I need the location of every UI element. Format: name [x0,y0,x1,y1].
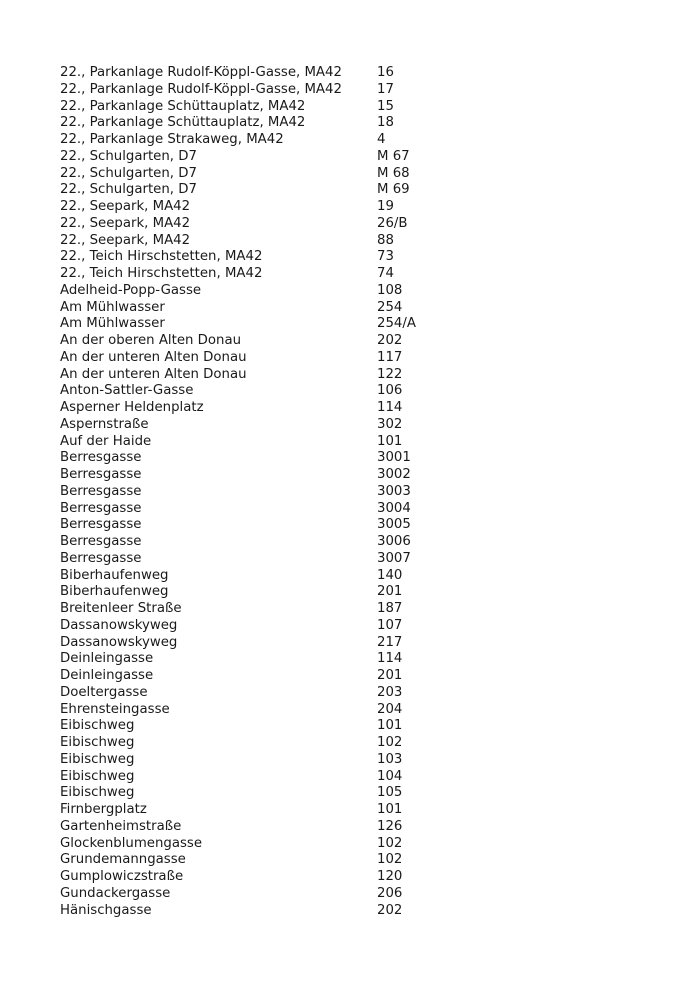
location-name: 22., Parkanlage Strakaweg, MA42 [60,132,284,147]
location-name: Gundackergasse [60,885,171,901]
location-number: 254/A [377,316,416,332]
location-name: Hänischgasse [60,902,152,918]
location-name: 22., Seepark, MA42 [60,215,191,231]
location-number: 3005 [377,517,411,533]
location-number: 3004 [377,500,411,516]
location-name: 22., Schulgarten, D7 [60,182,197,198]
list-row [60,367,660,384]
location-name: Doeltergasse [60,684,148,700]
list-row [60,819,660,836]
location-name: Breitenleer Straße [60,601,182,616]
location-number: M 69 [377,182,410,198]
location-number: 102 [377,852,403,868]
list-row [60,802,660,819]
list-row [60,501,660,518]
list-row [60,903,660,920]
location-number: 102 [377,735,403,750]
location-number: 107 [377,617,403,633]
location-number: 114 [377,651,403,667]
list-row [60,467,660,484]
location-number: 19 [377,199,394,214]
list-row [60,316,660,333]
location-number: 73 [377,249,394,265]
list-row [60,266,660,283]
location-name: 22., Parkanlage Rudolf-Köppl-Gasse, MA42 [60,65,342,80]
location-name: Berresgasse [60,483,142,499]
location-name: Eibischweg [60,768,135,784]
location-name: Deinleingasse [60,651,154,667]
list-row [60,115,660,132]
location-number: 74 [377,266,394,281]
list-row [60,350,660,367]
location-name: An der unteren Alten Donau [60,366,247,382]
list-row [60,886,660,903]
location-number: 15 [377,98,394,114]
list-row [60,132,660,149]
location-number: 122 [377,366,403,382]
location-number: 26/B [377,215,408,231]
list-row [60,735,660,752]
list-row [60,249,660,266]
list-row [60,417,660,434]
location-number: 202 [377,902,403,918]
location-number: 3002 [377,467,411,482]
list-row [60,702,660,719]
location-number: 114 [377,400,403,415]
list-row [60,182,660,199]
list-row [60,99,660,116]
list-row [60,618,660,635]
location-name: Berresgasse [60,450,142,466]
list-row [60,166,660,183]
location-name: 22., Parkanlage Rudolf-Köppl-Gasse, MA42 [60,81,342,97]
list-row [60,434,660,451]
list-row [60,484,660,501]
list-row [60,584,660,601]
location-name: Aspernstraße [60,416,149,432]
location-name: Eibischweg [60,785,135,801]
list-row [60,551,660,568]
list-row [60,333,660,350]
location-number: 4 [377,132,386,147]
list-row [60,534,660,551]
location-name: Adelheid-Popp-Gasse [60,282,202,298]
list-row [60,568,660,585]
list-row [60,685,660,702]
list-row [60,233,660,250]
location-number: 101 [377,718,403,734]
location-name: 22., Parkanlage Schüttauplatz, MA42 [60,115,306,131]
location-name: An der unteren Alten Donau [60,349,247,365]
location-number: 108 [377,282,403,298]
list-row [60,65,660,82]
location-list [60,65,660,919]
list-row [60,216,660,233]
location-name: Ehrensteingasse [60,701,170,717]
location-name: Am Mühlwasser [60,316,165,332]
list-row [60,149,660,166]
list-row [60,283,660,300]
location-number: M 67 [377,148,410,164]
location-name: Asperner Heldenplatz [60,400,204,415]
location-name: 22., Schulgarten, D7 [60,165,197,181]
list-row [60,383,660,400]
location-number: 201 [377,668,403,683]
location-number: 106 [377,383,403,399]
location-number: 105 [377,785,403,801]
location-name: Deinleingasse [60,668,154,683]
list-row [60,869,660,886]
list-row [60,199,660,216]
location-number: 102 [377,835,403,851]
location-name: 22., Seepark, MA42 [60,232,191,248]
location-name: Berresgasse [60,467,142,482]
location-number: 206 [377,885,403,901]
location-number: 3003 [377,483,411,499]
location-name: Eibischweg [60,735,135,750]
location-name: 22., Schulgarten, D7 [60,148,197,164]
list-row [60,785,660,802]
location-name: Gartenheimstraße [60,818,182,834]
location-number: 202 [377,333,403,348]
list-row [60,300,660,317]
location-name: Am Mühlwasser [60,299,165,315]
location-number: 204 [377,701,403,717]
location-number: 187 [377,601,403,616]
list-row [60,651,660,668]
location-name: 22., Parkanlage Schüttauplatz, MA42 [60,98,306,114]
location-number: 140 [377,567,403,583]
location-number: 103 [377,751,403,767]
list-row [60,450,660,467]
list-row [60,769,660,786]
location-number: 101 [377,802,403,817]
location-name: Gumplowiczstraße [60,869,184,884]
location-name: Berresgasse [60,534,142,549]
location-name: Berresgasse [60,517,142,533]
location-number: 126 [377,818,403,834]
list-row [60,718,660,735]
location-number: 3001 [377,450,411,466]
location-number: 18 [377,115,394,131]
location-number: 117 [377,349,403,365]
location-number: 302 [377,416,403,432]
list-row [60,517,660,534]
location-name: Dassanowskyweg [60,617,178,633]
list-row [60,852,660,869]
list-row [60,752,660,769]
list-row [60,668,660,685]
location-name: Grundemanngasse [60,852,186,868]
location-name: Firnbergplatz [60,802,147,817]
location-name: Eibischweg [60,718,135,734]
location-number: 3006 [377,534,411,549]
list-row [60,635,660,652]
location-name: Berresgasse [60,500,142,516]
location-name: Berresgasse [60,550,142,566]
location-number: 17 [377,81,394,97]
location-number: 217 [377,634,403,650]
location-number: 88 [377,232,394,248]
location-name: Glockenblumengasse [60,835,203,851]
location-name: 22., Teich Hirschstetten, MA42 [60,266,263,281]
location-number: 104 [377,768,403,784]
location-number: 3007 [377,550,411,566]
location-number: 101 [377,433,403,449]
location-name: Anton-Sattler-Gasse [60,383,194,399]
location-name: Biberhaufenweg [60,584,169,600]
list-row [60,601,660,618]
location-number: 254 [377,299,403,315]
list-row [60,400,660,417]
location-number: 201 [377,584,403,600]
list-row [60,82,660,99]
location-name: Eibischweg [60,751,135,767]
location-name: Dassanowskyweg [60,634,178,650]
list-row [60,836,660,853]
location-name: An der oberen Alten Donau [60,333,242,348]
location-number: 120 [377,869,403,884]
location-number: M 68 [377,165,410,181]
location-name: 22., Seepark, MA42 [60,199,191,214]
location-name: Biberhaufenweg [60,567,169,583]
location-number: 203 [377,684,403,700]
location-name: 22., Teich Hirschstetten, MA42 [60,249,263,265]
location-name: Auf der Haide [60,433,152,449]
location-number: 16 [377,65,394,80]
